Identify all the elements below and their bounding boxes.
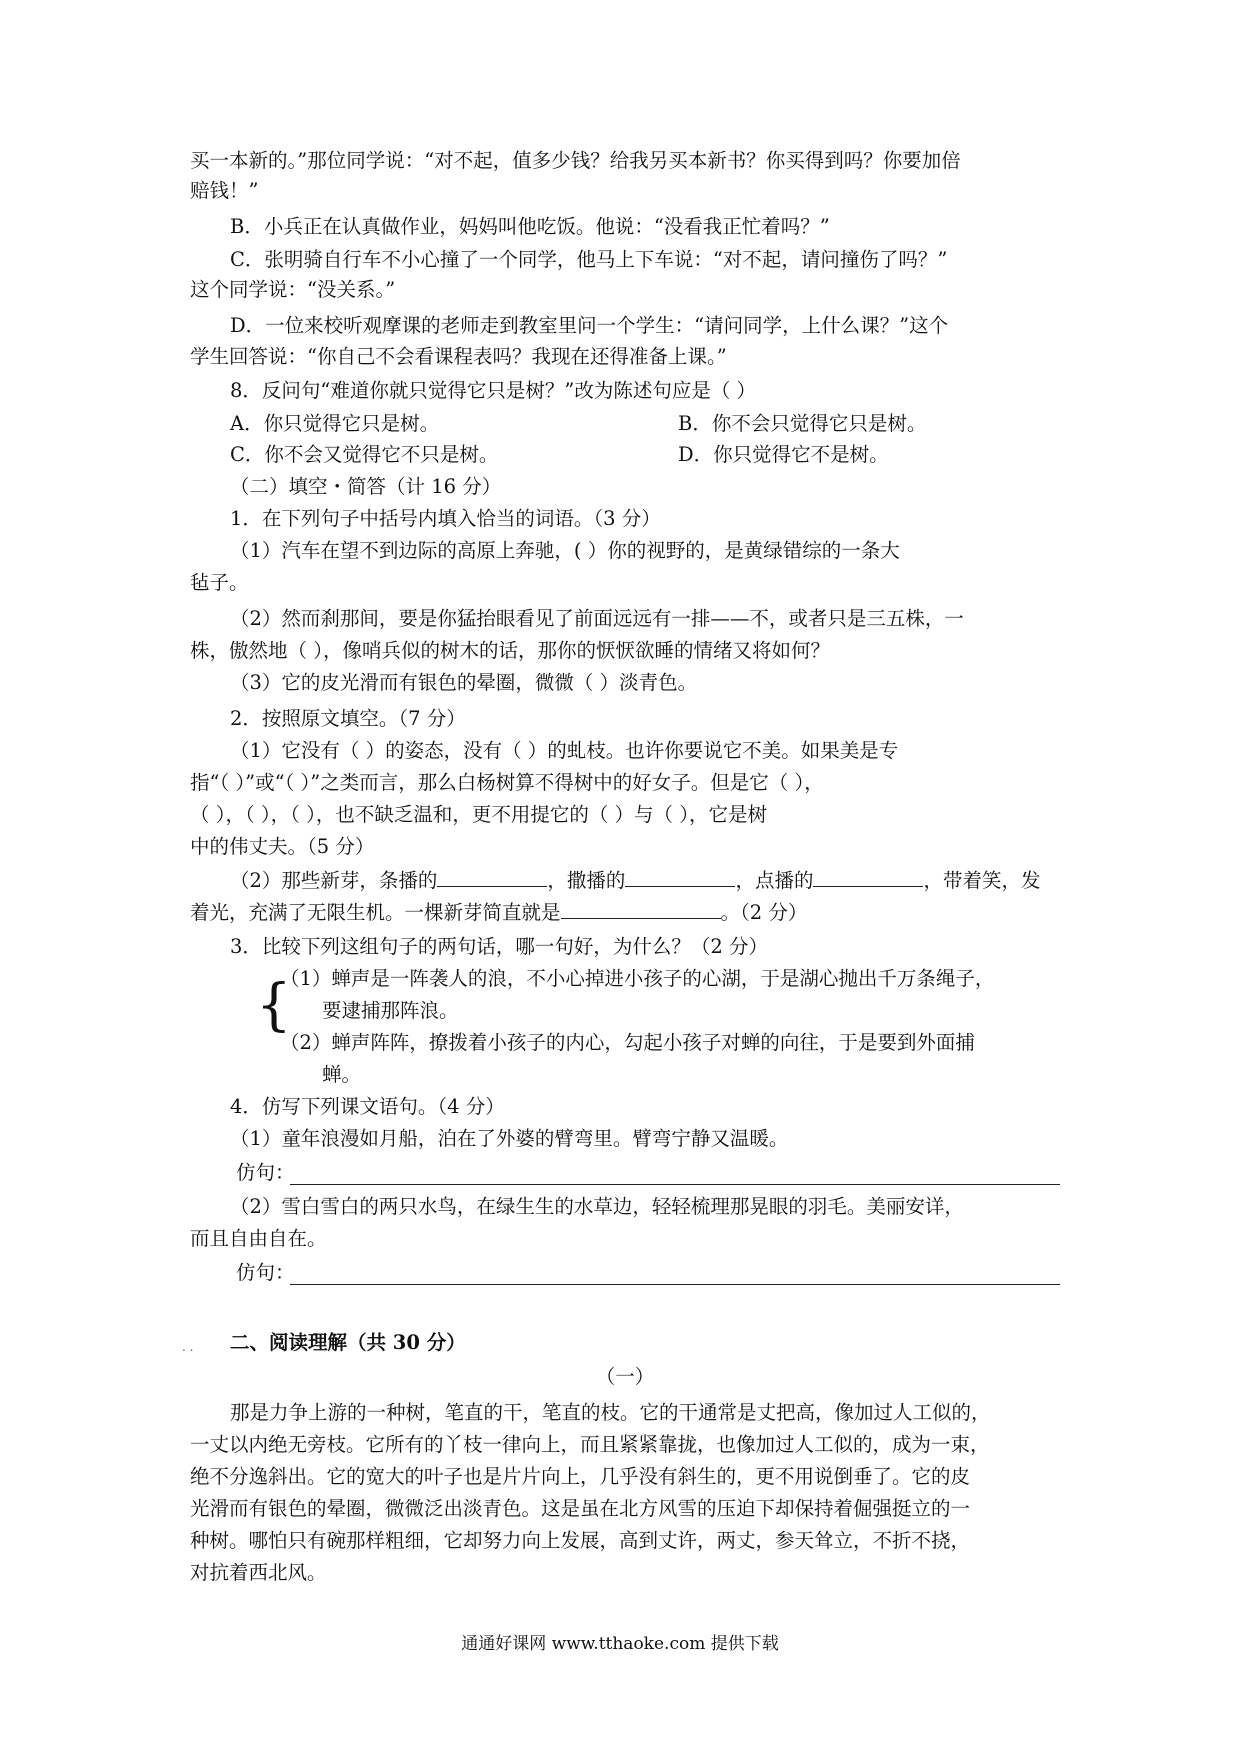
passage-line: 绝不分逸斜出。它的宽大的叶子也是片片向上，几乎没有斜生的，更不用说倒垂了。它的皮 xyxy=(190,1465,971,1488)
text-line: 而且自由自在。 xyxy=(190,1227,327,1250)
blank-underline[interactable] xyxy=(561,900,721,919)
section-heading: 二、阅读理解（共 30 分） xyxy=(230,1331,466,1354)
text-line: （2）雪白雪白的两只水鸟，在绿生生的水草边，轻轻梳理那晃眼的羽毛。美丽安详， xyxy=(230,1195,964,1218)
option-b: B．小兵正在认真做作业，妈妈叫他吃饭。他说：“没看我正忙着吗？” xyxy=(230,215,830,238)
imitation-label: 仿句： xyxy=(236,1161,295,1184)
scan-marks: . . xyxy=(182,1340,194,1354)
passage-line: 一丈以内绝无旁枝。它所有的丫枝一律向上，而且紧紧靠拢，也像加过人工似的，成为一束， xyxy=(190,1433,990,1456)
section-heading: （二）填空・简答（计 16 分） xyxy=(230,475,502,498)
text-line: 蝉。 xyxy=(322,1063,362,1086)
text-line: （ ），（ ），（ ），也不缺乏温和，更不用提它的（ ）与（ ），它是树 xyxy=(190,803,767,826)
imitation-label: 仿句： xyxy=(236,1261,295,1284)
fill-line xyxy=(190,900,807,926)
passage-line: 对抗着西北风。 xyxy=(190,1561,327,1584)
text-line: 学生回答说：“你自己不会看课程表吗？我现在还得准备上课。” xyxy=(190,345,727,368)
text-fragment: ，点播的 xyxy=(735,869,814,892)
question-2: 2．按照原文填空。（7 分） xyxy=(230,707,466,730)
q8-option-b: B．你不会只觉得它只是树。 xyxy=(678,412,927,435)
text-line: 中的伟丈夫。（5 分） xyxy=(190,835,375,858)
q8-option-c: C．你不会又觉得它不只是树。 xyxy=(230,443,499,466)
text-line: （1）童年浪漫如月船，泊在了外婆的臂弯里。臂弯宁静又温暖。 xyxy=(230,1127,789,1150)
option-c: C．张明骑自行车不小心撞了一个同学，他马上下车说：“对不起，请问撞伤了吗？” xyxy=(230,248,948,271)
text-line: 赔钱！” xyxy=(190,179,259,202)
text-fragment: 。（2 分） xyxy=(720,901,808,924)
text-fragment: ，撒播的 xyxy=(547,869,626,892)
page-footer: 通通好课网 www.tthaoke.com 提供下载 xyxy=(461,1634,779,1654)
q8-option-a: A．你只觉得它只是树。 xyxy=(230,412,440,435)
text-fragment: 着光，充满了无限生机。一棵新芽简直就是 xyxy=(190,901,561,924)
brace-symbol: { xyxy=(256,973,292,1038)
blank-underline[interactable] xyxy=(813,868,923,887)
answer-line[interactable] xyxy=(290,1184,1060,1185)
passage-line: 种树。哪怕只有碗那样粗细，它却努力向上发展，高到丈许，两丈，参天耸立，不折不挠， xyxy=(190,1529,971,1552)
q8-option-d: D．你只觉得它不是树。 xyxy=(678,443,889,466)
text-line: （2）蝉声阵阵，撩拨着小孩子的内心，勾起小孩子对蝉的向往，于是要到外面捕 xyxy=(280,1031,975,1054)
text-line: 毡子。 xyxy=(190,571,249,594)
text-line: 这个同学说：“没关系。” xyxy=(190,278,396,301)
question-1: 1．在下列句子中括号内填入恰当的词语。（3 分） xyxy=(230,507,661,530)
text-fragment: ，带着笑，发 xyxy=(923,869,1041,892)
passage-line: 那是力争上游的一种树，笔直的干，笔直的枝。它的干通常是丈把高，像加过人工似的， xyxy=(230,1401,991,1424)
text-line: 买一本新的。”那位同学说：“对不起，值多少钱？给我另买本新书？你买得到吗？你要加倍 xyxy=(190,149,961,172)
fill-line xyxy=(230,868,1040,894)
text-line: 要逮捕那阵浪。 xyxy=(322,999,459,1022)
text-line: （1）汽车在望不到边际的高原上奔驰，( ）你的视野的，是黄绿错综的一条大 xyxy=(230,539,900,562)
passage-number: （一） xyxy=(595,1365,655,1388)
text-line: 指“（ ）”或“（ ）”之类而言，那么白杨树算不得树中的好女子。但是它（ ）， xyxy=(190,771,824,794)
answer-line[interactable] xyxy=(290,1284,1060,1285)
question-4: 4．仿写下列课文语句。（4 分） xyxy=(230,1095,505,1118)
option-d: D．一位来校听观摩课的老师走到教室里问一个学生：“请问同学，上什么课？”这个 xyxy=(230,314,949,337)
text-fragment: （2）那些新芽，条播的 xyxy=(230,869,438,892)
blank-underline[interactable] xyxy=(437,868,547,887)
text-line: （1）它没有（ ）的姿态，没有（ ）的虬枝。也许你要说它不美。如果美是专 xyxy=(230,739,899,762)
text-line: 株，傲然地（ ），像哨兵似的树木的话，那你的恹恹欲睡的情绪又将如何？ xyxy=(190,639,830,662)
blank-underline[interactable] xyxy=(625,868,735,887)
question-8: 8．反问句“难道你就只觉得它只是树？”改为陈述句应是（ ） xyxy=(230,379,757,402)
text-line: （3）它的皮光滑而有银色的晕圈，微微（ ）淡青色。 xyxy=(230,671,698,694)
passage-line: 光滑而有银色的晕圈，微微泛出淡青色。这是虽在北方风雪的压迫下却保持着倔强挺立的一 xyxy=(190,1497,971,1520)
text-line: （1）蝉声是一阵袭人的浪，不小心掉进小孩子的心湖，于是湖心抛出千万条绳子， xyxy=(280,967,995,990)
question-3: 3．比较下列这组句子的两句话，哪一句好，为什么？（2 分） xyxy=(230,935,769,958)
text-line: （2）然而刹那间，要是你猛抬眼看见了前面远远有一排——不，或者只是三五株，一 xyxy=(230,607,964,630)
